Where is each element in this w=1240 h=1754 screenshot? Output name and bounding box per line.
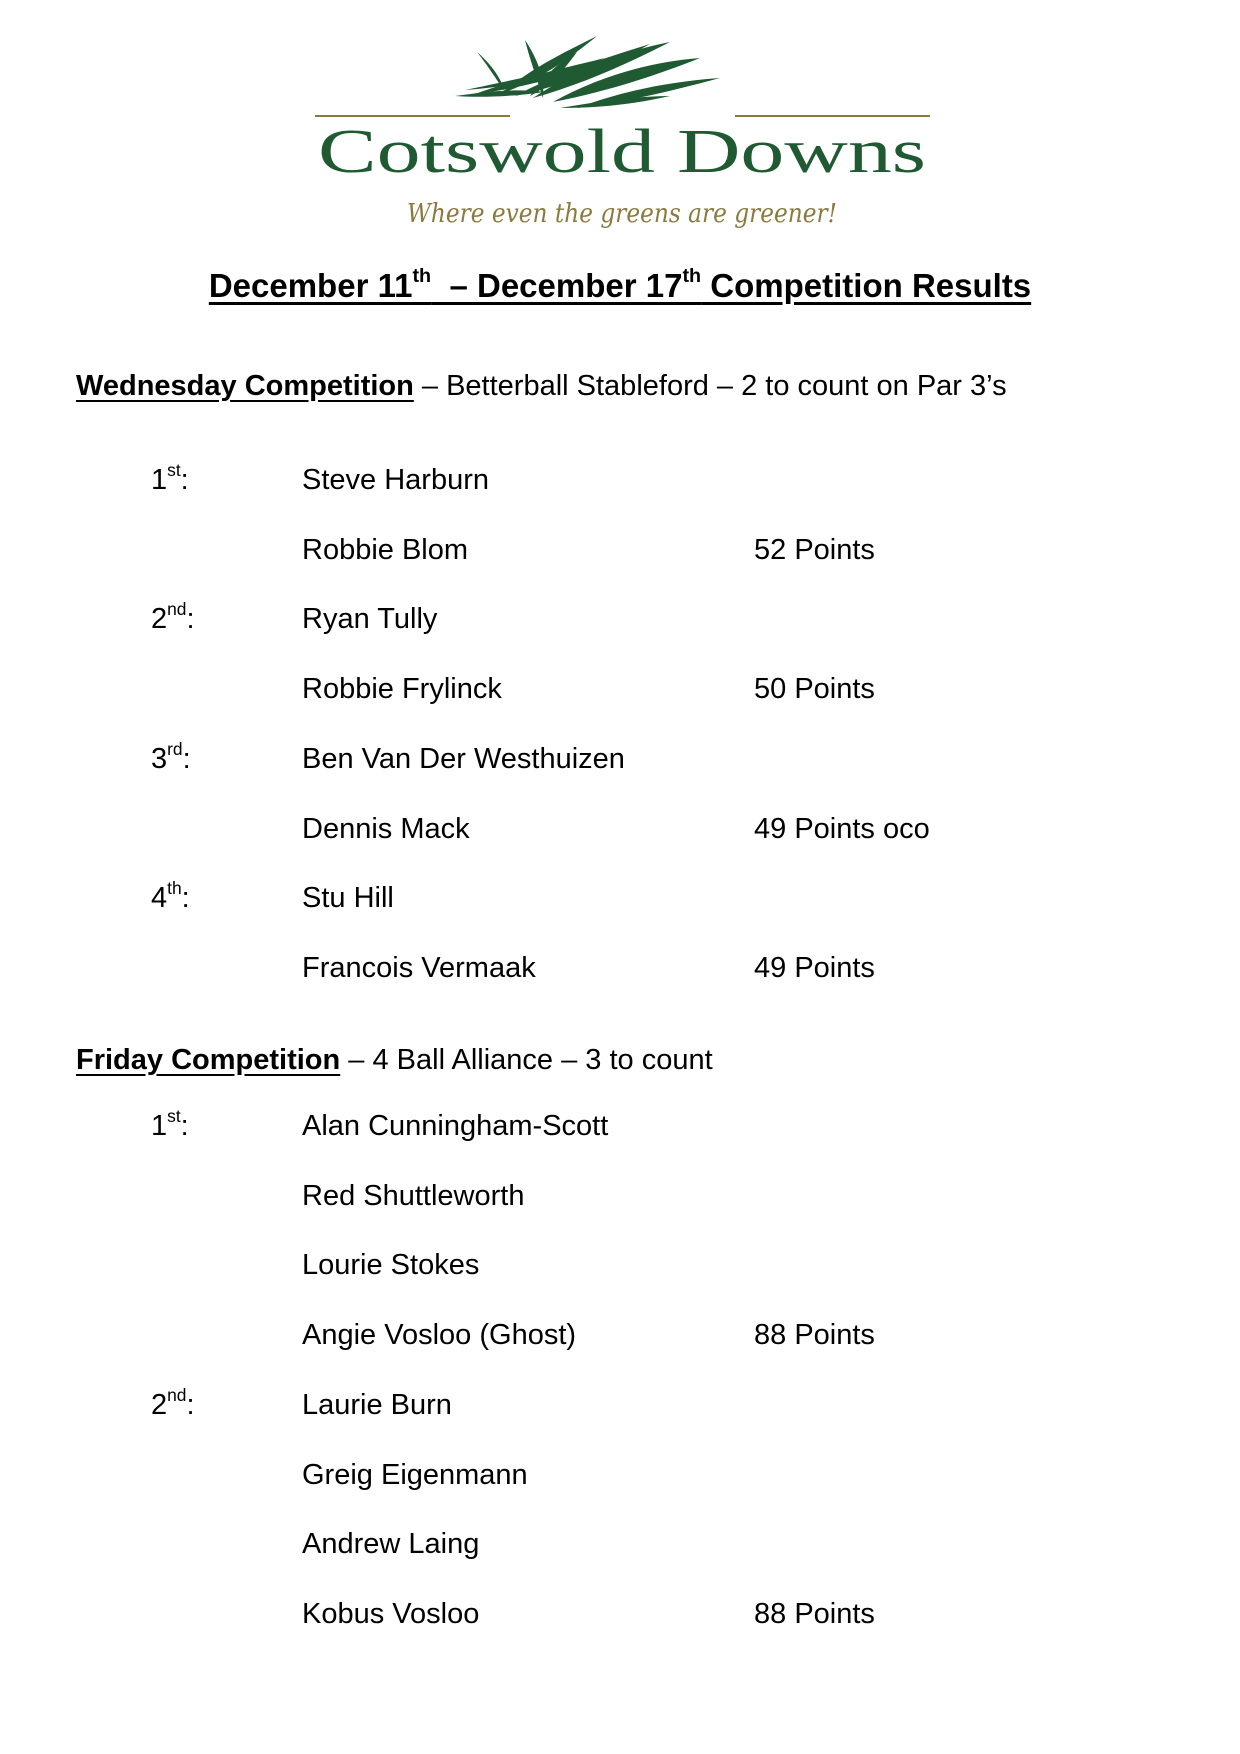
page-title: [0, 263, 1240, 309]
position-label: 1st:: [151, 1105, 189, 1142]
position-number: 1: [151, 1110, 168, 1142]
score: 88 Points: [754, 1319, 875, 1352]
title-end-date: – December 17: [431, 267, 683, 304]
player-name: Lourie Stokes: [302, 1249, 480, 1282]
section-format: – 4 Ball Alliance – 3 to count: [340, 1044, 713, 1076]
player-name: Francois Vermaak: [302, 951, 536, 984]
player-name: Steve Harburn: [302, 464, 489, 496]
logo-wordmark: Cotswold Downs: [318, 118, 926, 186]
position-number: 4: [151, 882, 168, 915]
cotswold-downs-logo: [315, 22, 930, 247]
position-label: 2nd:: [151, 599, 195, 636]
title-start-date: December 11: [208, 267, 413, 304]
result-row: [0, 1455, 1240, 1495]
position-label: 3rd:: [151, 738, 191, 775]
title-text: Competition Results: [701, 267, 1032, 304]
position-label: 4th:: [151, 878, 190, 915]
player-name: Robbie Frylinck: [302, 673, 502, 706]
player-name: Kobus Vosloo: [302, 1597, 480, 1630]
result-row: [0, 1106, 1240, 1146]
section-format: – Betterball Stableford – 2 to count on Par 3’s: [413, 370, 1007, 402]
friday-competition-heading: [76, 1040, 713, 1080]
section-heading-label: Wednesday Competition: [76, 370, 414, 402]
result-row: [0, 1176, 1240, 1216]
position-ordinal-suffix: nd: [167, 599, 187, 620]
score: 52 Points: [754, 533, 875, 566]
player-name: Robbie Blom: [302, 533, 469, 566]
result-row: [0, 878, 1240, 918]
result-row: [0, 669, 1240, 709]
result-row: [0, 1385, 1240, 1425]
result-row: [0, 1315, 1240, 1355]
player-name: Angie Vosloo (Ghost): [302, 1319, 577, 1352]
player-name: Ben Van Der Westhuizen: [302, 742, 625, 775]
position-ordinal-suffix: st: [167, 459, 181, 480]
player-name: Red Shuttleworth: [302, 1179, 525, 1212]
result-row: [0, 809, 1240, 849]
result-row: [0, 1524, 1240, 1564]
player-name: Alan Cunningham-Scott: [302, 1110, 609, 1142]
title-ordinal-suffix: th: [412, 265, 432, 288]
position-label: 1st:: [151, 459, 189, 496]
result-row: [0, 599, 1240, 639]
player-name: Dennis Mack: [302, 812, 470, 845]
result-row: [0, 460, 1240, 500]
result-row: [0, 1594, 1240, 1634]
position-ordinal-suffix: nd: [167, 1384, 187, 1405]
result-row: [0, 739, 1240, 779]
score: 88 Points: [754, 1597, 875, 1630]
position-number: 2: [151, 1388, 168, 1421]
position-number: 3: [151, 742, 168, 775]
position-ordinal-suffix: st: [167, 1105, 181, 1126]
player-name: Ryan Tully: [302, 603, 438, 636]
position-ordinal-suffix: th: [167, 878, 182, 899]
score: 49 Points oco: [754, 812, 930, 845]
section-heading-label: Friday Competition: [76, 1044, 341, 1076]
position-ordinal-suffix: rd: [167, 738, 183, 759]
player-name: Laurie Burn: [302, 1388, 452, 1421]
wednesday-competition-heading: [76, 366, 1007, 406]
result-row: [0, 530, 1240, 570]
title-ordinal-suffix: th: [682, 265, 702, 288]
position-number: 2: [151, 603, 168, 636]
position-number: 1: [151, 464, 168, 496]
logo-tagline: Where even the greens are greener!: [407, 199, 837, 229]
result-row: [0, 948, 1240, 988]
result-row: [0, 1245, 1240, 1285]
position-label: 2nd:: [151, 1384, 195, 1421]
player-name: Stu Hill: [302, 882, 394, 915]
score: 50 Points: [754, 673, 875, 706]
score: 49 Points: [754, 951, 875, 984]
player-name: Andrew Laing: [302, 1528, 480, 1561]
player-name: Greig Eigenmann: [302, 1458, 528, 1491]
